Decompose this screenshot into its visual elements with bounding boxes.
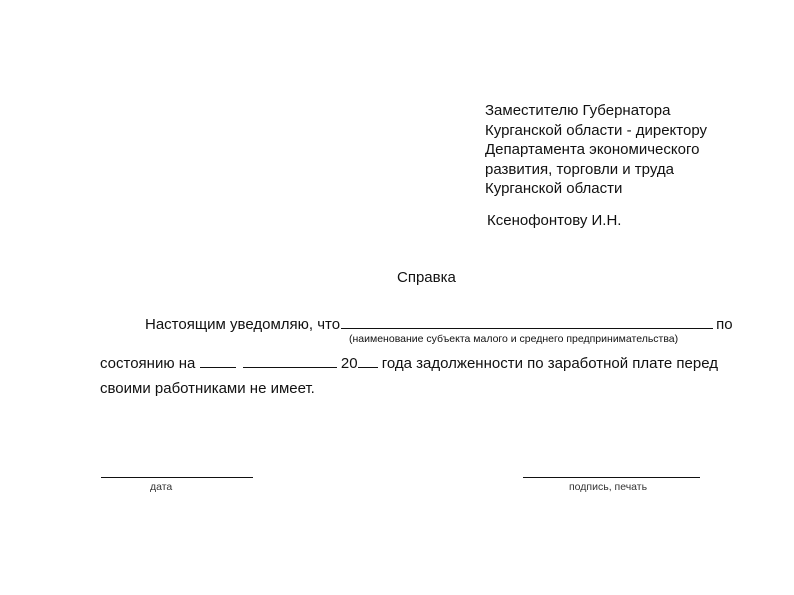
addressee-line: Заместителю Губернатора [485, 102, 671, 119]
entity-name-hint: (наименование субъекта малого и среднего предпринимательства) [349, 333, 679, 345]
body-line-2-end: года задолженности по заработной плате перед [381, 355, 718, 372]
addressee-line: Департамента экономического [485, 141, 700, 158]
year-blank [358, 353, 378, 368]
body-line-1-start: Настоящим уведомляю, что [145, 316, 341, 333]
year-prefix: 20 [340, 355, 358, 372]
addressee-line: Курганской области [485, 180, 623, 197]
body-line-2-start: состоянию на [100, 355, 196, 372]
addressee-line: Курганской области - директору [485, 121, 707, 139]
document-title: Справка [397, 269, 456, 286]
date-line [101, 477, 253, 478]
day-blank [200, 353, 236, 368]
month-blank [243, 353, 337, 368]
signature-line [523, 477, 700, 478]
addressee-name: Ксенофонтову И.Н. [487, 212, 622, 229]
entity-name-blank [341, 314, 713, 329]
addressee-block [485, 101, 785, 199]
addressee-line: развития, торговли и труда [485, 160, 674, 178]
body-line-2 [100, 353, 718, 372]
body-line-3: своими работниками не имеет. [100, 380, 315, 397]
signature-caption: подпись, печать [569, 481, 648, 493]
body-line-1 [145, 314, 733, 333]
date-caption: дата [150, 481, 173, 493]
body-line-1-end: по [716, 316, 733, 333]
